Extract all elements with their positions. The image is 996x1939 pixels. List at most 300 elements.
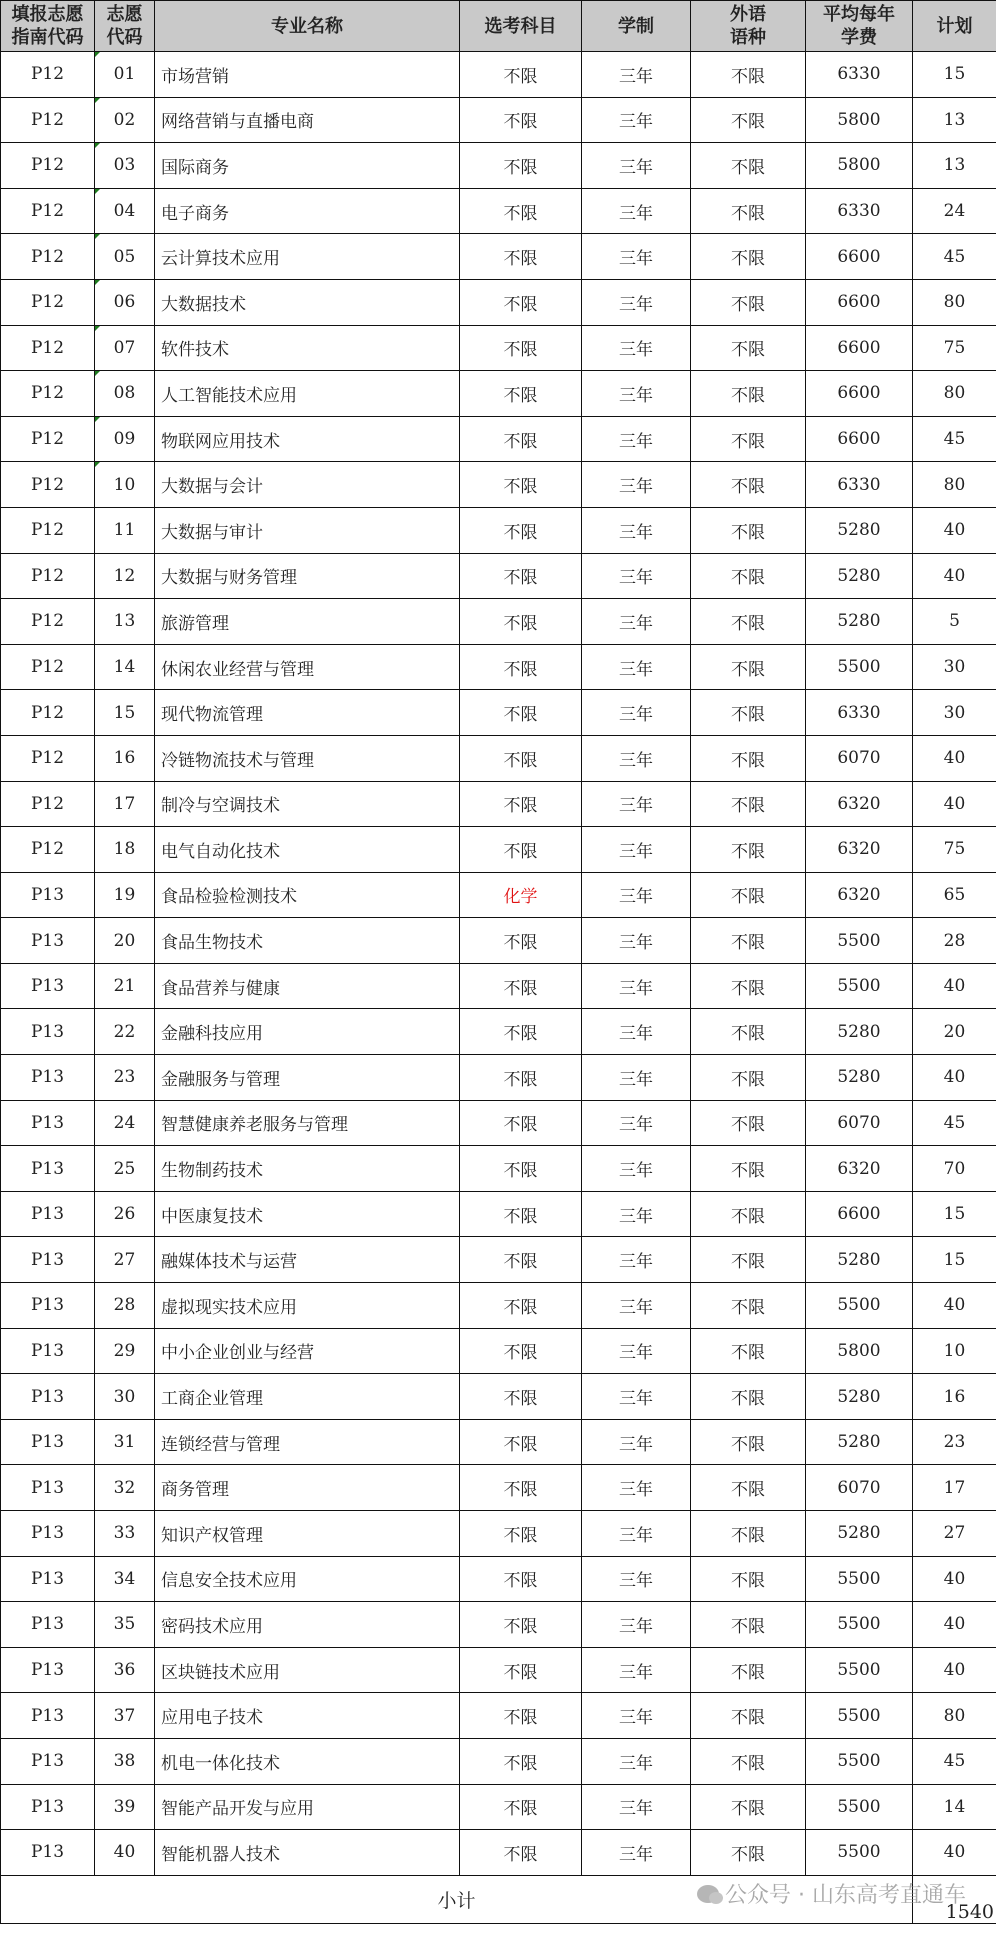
cell-plan bbox=[913, 97, 996, 143]
cell-guide-code bbox=[1, 644, 95, 690]
cell-subject bbox=[460, 52, 582, 98]
cell-text: P13 bbox=[30, 1112, 65, 1133]
cell-tuition bbox=[806, 325, 913, 371]
cell-language bbox=[691, 781, 806, 827]
cell-text: 5280 bbox=[837, 520, 881, 541]
cell-text: 28 bbox=[943, 930, 966, 951]
cell-subject bbox=[460, 1055, 582, 1101]
cell-language bbox=[691, 1784, 806, 1830]
cell-text: 65 bbox=[943, 884, 966, 905]
cell-text: P12 bbox=[30, 520, 65, 541]
cell-text: 45 bbox=[943, 1751, 966, 1772]
cell-duration bbox=[582, 599, 691, 645]
cell-text: 三年 bbox=[619, 294, 653, 315]
cell-tuition bbox=[806, 234, 913, 280]
cell-text: 不限 bbox=[503, 1662, 538, 1683]
cell-text: 07 bbox=[113, 337, 136, 358]
cell-text: 融媒体技术与运营 bbox=[161, 1252, 297, 1273]
cell-text: 11 bbox=[113, 520, 136, 541]
cell-text: 6320 bbox=[837, 839, 881, 860]
cell-language bbox=[691, 553, 806, 599]
cell-plan bbox=[913, 1511, 996, 1557]
cell-text: 22 bbox=[113, 1021, 136, 1042]
cell-text: 三年 bbox=[619, 477, 653, 498]
cell-text: 33 bbox=[113, 1523, 136, 1544]
cell-duration bbox=[582, 1830, 691, 1876]
cell-language bbox=[691, 1237, 806, 1283]
cell-guide-code bbox=[1, 735, 95, 781]
cell-subject bbox=[460, 325, 582, 371]
cell-tuition bbox=[806, 918, 913, 964]
cell-text: 38 bbox=[113, 1751, 136, 1772]
cell-tuition bbox=[806, 599, 913, 645]
cell-text: 不限 bbox=[503, 613, 538, 634]
cell-subject bbox=[460, 1784, 582, 1830]
cell-text: 不限 bbox=[731, 1708, 765, 1729]
cell-text: 知识产权管理 bbox=[161, 1525, 263, 1546]
cell-guide-code bbox=[1, 1374, 95, 1420]
table-row bbox=[1, 97, 996, 143]
cell-text: P12 bbox=[30, 429, 65, 450]
cell-plan bbox=[913, 52, 996, 98]
cell-text: 现代物流管理 bbox=[161, 705, 263, 726]
cell-text: 6600 bbox=[837, 292, 881, 313]
cell-major-code bbox=[95, 97, 155, 143]
cell-language bbox=[691, 690, 806, 736]
cell-major-name bbox=[155, 1511, 460, 1557]
cell-text: 三年 bbox=[619, 933, 653, 954]
cell-subject bbox=[460, 735, 582, 781]
cell-text: 6330 bbox=[837, 64, 881, 85]
cell-text: 不限 bbox=[731, 613, 765, 634]
cell-major-name bbox=[155, 188, 460, 234]
cell-text: P12 bbox=[30, 793, 65, 814]
cell-text: 制冷与空调技术 bbox=[161, 796, 280, 817]
cell-guide-code bbox=[1, 918, 95, 964]
cell-major-code bbox=[95, 827, 155, 873]
cell-text: P12 bbox=[30, 657, 65, 678]
cell-text: 30 bbox=[113, 1386, 136, 1407]
cell-major-name bbox=[155, 325, 460, 371]
cell-major-code bbox=[95, 735, 155, 781]
cell-text: 不限 bbox=[503, 705, 538, 726]
table-row bbox=[1, 416, 996, 462]
cell-duration bbox=[582, 234, 691, 280]
cell-plan bbox=[913, 781, 996, 827]
cell-major-code bbox=[95, 143, 155, 189]
cell-text: 金融服务与管理 bbox=[161, 1069, 280, 1090]
cell-text: 三年 bbox=[619, 1206, 653, 1227]
column-header-plan bbox=[913, 1, 996, 52]
cell-major-code bbox=[95, 371, 155, 417]
cell-major-name bbox=[155, 735, 460, 781]
cell-plan bbox=[913, 371, 996, 417]
cell-text: 不限 bbox=[503, 1616, 538, 1637]
cell-text: 5280 bbox=[837, 1523, 881, 1544]
cell-subject bbox=[460, 1738, 582, 1784]
table-row bbox=[1, 371, 996, 417]
cell-text: 40 bbox=[943, 748, 966, 769]
cell-tuition bbox=[806, 462, 913, 508]
cell-text: 6320 bbox=[837, 884, 881, 905]
cell-major-code bbox=[95, 1419, 155, 1465]
cell-major-code bbox=[95, 1693, 155, 1739]
cell-language bbox=[691, 1830, 806, 1876]
cell-text: 5280 bbox=[837, 1067, 881, 1088]
table-row bbox=[1, 188, 996, 234]
table-row bbox=[1, 1511, 996, 1557]
cell-tuition bbox=[806, 1100, 913, 1146]
cell-text: P13 bbox=[30, 1204, 65, 1225]
cell-tuition bbox=[806, 1009, 913, 1055]
cell-major-code bbox=[95, 553, 155, 599]
cell-duration bbox=[582, 553, 691, 599]
cell-text: 80 bbox=[943, 474, 966, 495]
cell-plan bbox=[913, 462, 996, 508]
cell-subject bbox=[460, 690, 582, 736]
column-header-subject bbox=[460, 1, 582, 52]
cell-guide-code bbox=[1, 1830, 95, 1876]
table-row bbox=[1, 234, 996, 280]
cell-duration bbox=[582, 143, 691, 189]
cell-guide-code bbox=[1, 1100, 95, 1146]
cell-text: 15 bbox=[943, 1249, 966, 1270]
cell-guide-code bbox=[1, 1511, 95, 1557]
cell-text: P12 bbox=[30, 383, 65, 404]
cell-subject bbox=[460, 1283, 582, 1329]
cell-text: P13 bbox=[30, 1432, 65, 1453]
cell-text: 40 bbox=[943, 1295, 966, 1316]
cell-plan bbox=[913, 1465, 996, 1511]
cell-plan bbox=[913, 1556, 996, 1602]
cell-plan bbox=[913, 1374, 996, 1420]
cell-duration bbox=[582, 416, 691, 462]
cell-major-code bbox=[95, 416, 155, 462]
table-row bbox=[1, 52, 996, 98]
cell-major-name bbox=[155, 1419, 460, 1465]
cell-text: 不限 bbox=[731, 66, 765, 87]
cell-text: 三年 bbox=[619, 796, 653, 817]
cell-text: 5800 bbox=[837, 109, 881, 130]
cell-language bbox=[691, 1602, 806, 1648]
cell-tuition bbox=[806, 1511, 913, 1557]
cell-tuition bbox=[806, 963, 913, 1009]
cell-tuition bbox=[806, 1465, 913, 1511]
cell-text: 不限 bbox=[503, 1343, 538, 1364]
cell-text: 不限 bbox=[731, 978, 765, 999]
cell-major-name bbox=[155, 371, 460, 417]
cell-major-name bbox=[155, 1237, 460, 1283]
cell-language bbox=[691, 188, 806, 234]
cell-subject bbox=[460, 1419, 582, 1465]
cell-text: 04 bbox=[113, 201, 136, 222]
cell-text: 27 bbox=[113, 1249, 136, 1270]
cell-subject bbox=[460, 781, 582, 827]
cell-language bbox=[691, 1055, 806, 1101]
comment-marker-icon bbox=[95, 280, 100, 285]
table-row bbox=[1, 1647, 996, 1693]
cell-language bbox=[691, 325, 806, 371]
cell-major-code bbox=[95, 234, 155, 280]
cell-text: 5500 bbox=[837, 1842, 881, 1863]
cell-tuition bbox=[806, 1237, 913, 1283]
cell-subject bbox=[460, 416, 582, 462]
cell-text: 5 bbox=[949, 611, 960, 632]
cell-text: 40 bbox=[943, 793, 966, 814]
cell-text: 45 bbox=[943, 429, 966, 450]
cell-text: 密码技术应用 bbox=[161, 1616, 263, 1637]
cell-language bbox=[691, 1693, 806, 1739]
comment-marker-icon bbox=[95, 234, 100, 239]
cell-text: 40 bbox=[943, 1660, 966, 1681]
header-text: 外语 bbox=[730, 4, 766, 25]
cell-tuition bbox=[806, 644, 913, 690]
table-row bbox=[1, 735, 996, 781]
cell-text: 16 bbox=[113, 748, 136, 769]
cell-text: 不限 bbox=[503, 978, 538, 999]
cell-text: 19 bbox=[113, 884, 136, 905]
cell-text: 化学 bbox=[503, 887, 538, 908]
cell-guide-code bbox=[1, 1784, 95, 1830]
cell-text: 三年 bbox=[619, 1525, 653, 1546]
cell-text: 三年 bbox=[619, 1844, 653, 1865]
cell-text: P13 bbox=[30, 1705, 65, 1726]
cell-guide-code bbox=[1, 599, 95, 645]
cell-text: 06 bbox=[113, 292, 136, 313]
cell-tuition bbox=[806, 1328, 913, 1374]
cell-text: 不限 bbox=[503, 249, 538, 270]
cell-text: 不限 bbox=[731, 1115, 765, 1136]
cell-text: 食品营养与健康 bbox=[161, 978, 280, 999]
cell-major-code bbox=[95, 462, 155, 508]
cell-text: 不限 bbox=[731, 1616, 765, 1637]
table-row bbox=[1, 1693, 996, 1739]
cell-text: 不限 bbox=[503, 1252, 538, 1273]
cell-text: 40 bbox=[943, 1568, 966, 1589]
cell-language bbox=[691, 1556, 806, 1602]
cell-text: 工商企业管理 bbox=[161, 1389, 263, 1410]
cell-language bbox=[691, 143, 806, 189]
table-row bbox=[1, 1374, 996, 1420]
cell-plan bbox=[913, 234, 996, 280]
cell-text: 电气自动化技术 bbox=[161, 841, 280, 862]
cell-subject bbox=[460, 1693, 582, 1739]
cell-language bbox=[691, 462, 806, 508]
cell-guide-code bbox=[1, 1328, 95, 1374]
cell-text: 不限 bbox=[731, 750, 765, 771]
cell-text: 三年 bbox=[619, 1024, 653, 1045]
cell-tuition bbox=[806, 1146, 913, 1192]
cell-major-code bbox=[95, 872, 155, 918]
cell-text: 大数据与财务管理 bbox=[161, 568, 297, 589]
cell-duration bbox=[582, 507, 691, 553]
table-row bbox=[1, 507, 996, 553]
cell-text: 不限 bbox=[731, 887, 765, 908]
cell-text: P12 bbox=[30, 337, 65, 358]
cell-text: 不限 bbox=[503, 1434, 538, 1455]
cell-text: 不限 bbox=[731, 1069, 765, 1090]
cell-text: P13 bbox=[30, 930, 65, 951]
cell-text: 大数据技术 bbox=[161, 294, 246, 315]
cell-plan bbox=[913, 1693, 996, 1739]
cell-language bbox=[691, 1465, 806, 1511]
cell-text: 40 bbox=[943, 1067, 966, 1088]
cell-text: 国际商务 bbox=[161, 157, 229, 178]
cell-text: 10 bbox=[113, 474, 136, 495]
comment-marker-icon bbox=[95, 189, 100, 194]
cell-text: 30 bbox=[943, 702, 966, 723]
cell-text: P13 bbox=[30, 1660, 65, 1681]
cell-guide-code bbox=[1, 1419, 95, 1465]
cell-text: 75 bbox=[943, 337, 966, 358]
cell-guide-code bbox=[1, 52, 95, 98]
cell-major-name bbox=[155, 234, 460, 280]
cell-duration bbox=[582, 462, 691, 508]
header-text: 填报志愿 bbox=[11, 4, 84, 25]
cell-tuition bbox=[806, 416, 913, 462]
cell-text: 70 bbox=[943, 1158, 966, 1179]
cell-guide-code bbox=[1, 1556, 95, 1602]
cell-text: 三年 bbox=[619, 1161, 653, 1182]
cell-major-code bbox=[95, 1374, 155, 1420]
cell-plan bbox=[913, 1419, 996, 1465]
cell-duration bbox=[582, 279, 691, 325]
cell-text: 5280 bbox=[837, 611, 881, 632]
cell-major-code bbox=[95, 918, 155, 964]
cell-text: 不限 bbox=[503, 1161, 538, 1182]
cell-text: 三年 bbox=[619, 340, 653, 361]
cell-tuition bbox=[806, 781, 913, 827]
cell-text: P13 bbox=[30, 1295, 65, 1316]
table-row bbox=[1, 690, 996, 736]
cell-subject bbox=[460, 1511, 582, 1557]
cell-major-name bbox=[155, 872, 460, 918]
cell-subject bbox=[460, 599, 582, 645]
cell-major-code bbox=[95, 1738, 155, 1784]
cell-plan bbox=[913, 143, 996, 189]
cell-duration bbox=[582, 52, 691, 98]
cell-text: 80 bbox=[943, 292, 966, 313]
cell-text: 应用电子技术 bbox=[161, 1708, 263, 1729]
cell-major-code bbox=[95, 507, 155, 553]
cell-text: 不限 bbox=[503, 796, 538, 817]
cell-text: 三年 bbox=[619, 385, 653, 406]
cell-tuition bbox=[806, 827, 913, 873]
table-row bbox=[1, 1283, 996, 1329]
table-row bbox=[1, 1738, 996, 1784]
table-row bbox=[1, 644, 996, 690]
cell-text: 05 bbox=[113, 246, 136, 267]
cell-text: 27 bbox=[943, 1523, 966, 1544]
table-row bbox=[1, 872, 996, 918]
cell-guide-code bbox=[1, 1009, 95, 1055]
cell-text: 6070 bbox=[837, 1112, 881, 1133]
cell-major-code bbox=[95, 644, 155, 690]
cell-text: 不限 bbox=[731, 1252, 765, 1273]
cell-language bbox=[691, 234, 806, 280]
cell-guide-code bbox=[1, 1465, 95, 1511]
cell-major-name bbox=[155, 827, 460, 873]
table-row bbox=[1, 1556, 996, 1602]
cell-text: 不限 bbox=[503, 1480, 538, 1501]
cell-guide-code bbox=[1, 1283, 95, 1329]
cell-text: 三年 bbox=[619, 1069, 653, 1090]
cell-text: 5280 bbox=[837, 1386, 881, 1407]
cell-subject bbox=[460, 1830, 582, 1876]
cell-guide-code bbox=[1, 553, 95, 599]
cell-text: P12 bbox=[30, 246, 65, 267]
cell-plan bbox=[913, 1237, 996, 1283]
cell-text: 37 bbox=[113, 1705, 136, 1726]
cell-plan bbox=[913, 827, 996, 873]
cell-duration bbox=[582, 1556, 691, 1602]
cell-duration bbox=[582, 1146, 691, 1192]
cell-text: 5500 bbox=[837, 930, 881, 951]
cell-plan bbox=[913, 1328, 996, 1374]
cell-duration bbox=[582, 690, 691, 736]
cell-major-name bbox=[155, 1191, 460, 1237]
cell-text: 5800 bbox=[837, 155, 881, 176]
cell-text: 不限 bbox=[731, 1024, 765, 1045]
cell-plan bbox=[913, 1830, 996, 1876]
cell-major-code bbox=[95, 1328, 155, 1374]
cell-text: 6070 bbox=[837, 748, 881, 769]
cell-subject bbox=[460, 188, 582, 234]
table-row bbox=[1, 325, 996, 371]
cell-text: 5280 bbox=[837, 565, 881, 586]
cell-text: 不限 bbox=[731, 431, 765, 452]
table-row bbox=[1, 781, 996, 827]
cell-text: 商务管理 bbox=[161, 1480, 229, 1501]
cell-text: 三年 bbox=[619, 887, 653, 908]
cell-plan bbox=[913, 690, 996, 736]
cell-major-code bbox=[95, 1283, 155, 1329]
cell-text: 三年 bbox=[619, 841, 653, 862]
cell-text: 34 bbox=[113, 1568, 136, 1589]
cell-tuition bbox=[806, 1191, 913, 1237]
cell-tuition bbox=[806, 1693, 913, 1739]
cell-text: 中医康复技术 bbox=[161, 1206, 263, 1227]
cell-major-name bbox=[155, 1602, 460, 1648]
cell-duration bbox=[582, 1602, 691, 1648]
cell-plan bbox=[913, 1738, 996, 1784]
cell-text: 三年 bbox=[619, 1389, 653, 1410]
cell-language bbox=[691, 599, 806, 645]
cell-language bbox=[691, 1191, 806, 1237]
cell-text: 01 bbox=[113, 64, 136, 85]
cell-duration bbox=[582, 963, 691, 1009]
cell-major-name bbox=[155, 279, 460, 325]
cell-text: 生物制药技术 bbox=[161, 1161, 263, 1182]
cell-text: 三年 bbox=[619, 1753, 653, 1774]
cell-major-name bbox=[155, 963, 460, 1009]
cell-text: P13 bbox=[30, 1477, 65, 1498]
cell-language bbox=[691, 1283, 806, 1329]
header-text: 选考科目 bbox=[484, 15, 557, 37]
cell-text: P13 bbox=[30, 1751, 65, 1772]
cell-duration bbox=[582, 735, 691, 781]
cell-text: 5500 bbox=[837, 1295, 881, 1316]
cell-major-code bbox=[95, 1191, 155, 1237]
cell-text: 13 bbox=[113, 611, 136, 632]
cell-text: 三年 bbox=[619, 1708, 653, 1729]
cell-plan bbox=[913, 1602, 996, 1648]
cell-duration bbox=[582, 1738, 691, 1784]
cell-text: 20 bbox=[943, 1021, 966, 1042]
cell-text: 15 bbox=[113, 702, 136, 723]
header-text: 语种 bbox=[730, 27, 766, 48]
cell-language bbox=[691, 918, 806, 964]
